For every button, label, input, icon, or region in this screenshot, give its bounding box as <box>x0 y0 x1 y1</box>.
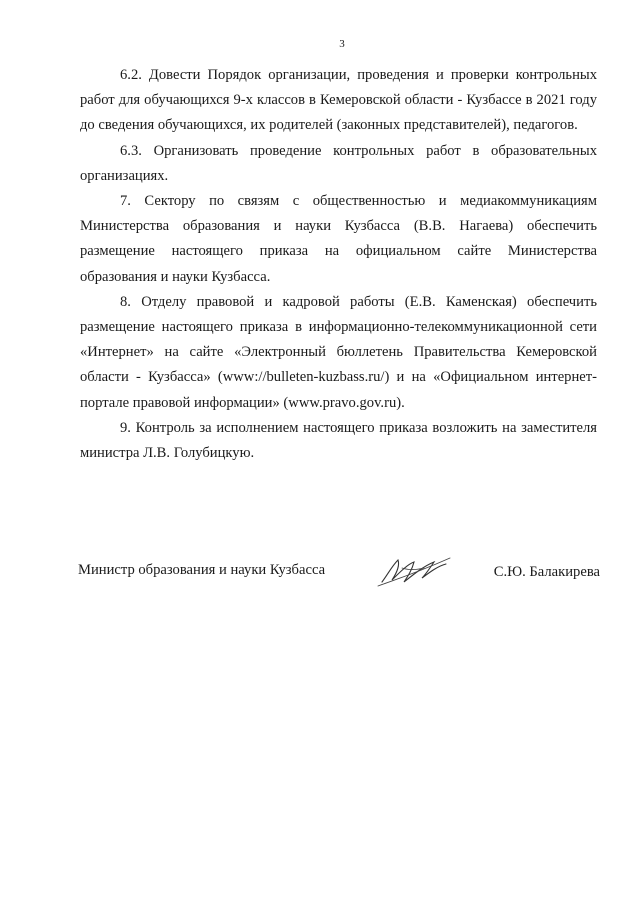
page-number: 3 <box>339 38 345 50</box>
signatory-name: С.Ю. Балакирева <box>493 564 600 580</box>
signatory-position: Министр образования и науки Кузбасса <box>78 562 326 578</box>
signature-block <box>78 560 600 600</box>
paragraph-6-2: 6.2. Довести Порядок организации, проведения и проверки контрольных работ для обучающихся 9-х классов в Кемеровской области - Кузбассе в 2021 году до сведения обучающихся, их родителей (законных представителей), педагогов. <box>80 67 597 134</box>
handwritten-signature <box>374 552 454 592</box>
paragraph-9: 9. Контроль за исполнением настоящего приказа возложить на заместителя министра Л.В. Голубицкую. <box>80 419 597 462</box>
paragraph-7: 7. Сектору по связям с общественностью и медиакоммуникациям Министерства образования и науки Кузбасса (В.В. Нагаева) обеспечить размещение настоящего приказа на официальном сайте Министерства образования и науки Кузбасса. <box>80 193 597 285</box>
paragraph-6-3: 6.3. Организовать проведение контрольных работ в образовательных организациях. <box>80 142 597 184</box>
paragraph-8: 8. Отделу правовой и кадровой работы (Е.В. Каменская) обеспечить размещение настоящего приказа в информационно-телекоммуникационной сети «Интернет» на сайте «Электронный бюллетень Правительства Кемеровской области - Кузбасса» (www://bulleten-kuzbass.ru/) и на «Официальном интернет-портале правовой информации» (www.pravo.gov.ru). <box>80 293 597 411</box>
document-body <box>80 63 597 466</box>
